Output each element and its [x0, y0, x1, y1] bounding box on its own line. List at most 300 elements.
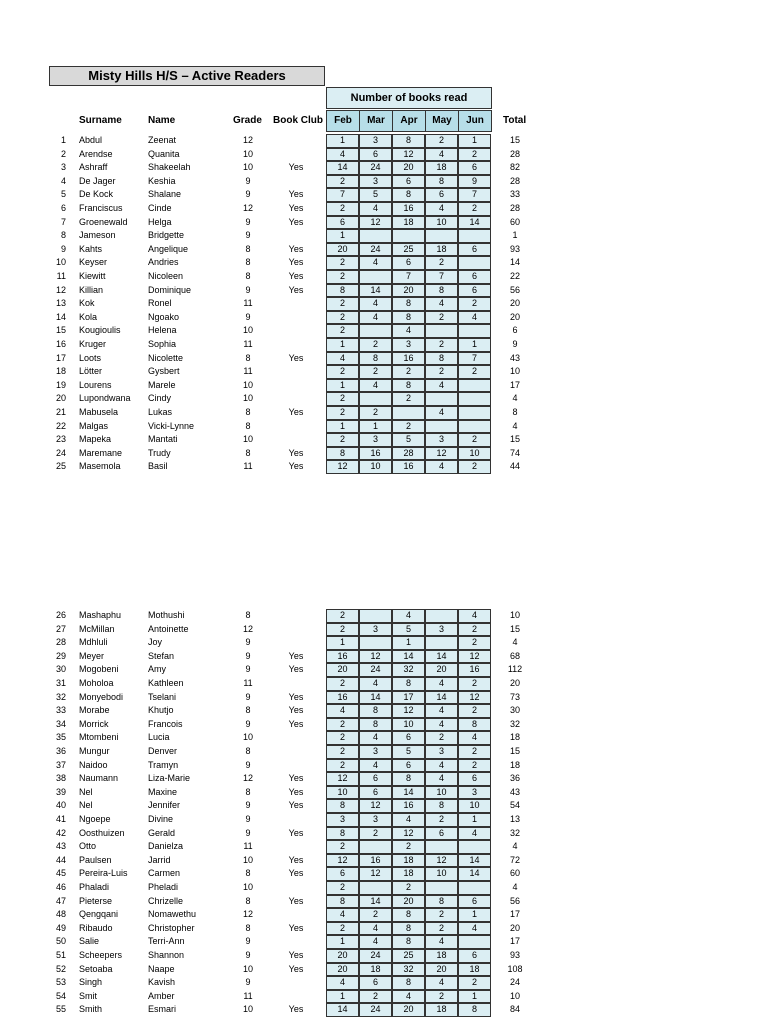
row-number: 5	[60, 189, 66, 200]
book-club-cell: Yes	[288, 963, 304, 974]
books-apr-cell: 5	[405, 434, 411, 445]
books-jun-cell: 18	[469, 963, 480, 974]
books-feb-cell: 12	[337, 461, 348, 472]
books-apr-cell: 6	[405, 759, 411, 770]
books-may-cell: 18	[436, 1004, 447, 1015]
books-feb-cell: 3	[339, 814, 345, 824]
books-feb-cell: 20	[337, 963, 348, 974]
grade-cell: 9	[245, 637, 251, 648]
table-row	[0, 134, 768, 148]
books-may-cell: 4	[438, 298, 444, 309]
total-cell: 44	[509, 461, 520, 472]
total-cell: 15	[509, 434, 520, 445]
books-feb-cell: 2	[339, 882, 345, 892]
books-jun-cell: 2	[471, 746, 477, 756]
table-row	[0, 216, 768, 230]
books-feb-cell: 2	[339, 623, 345, 634]
books-apr-cell: 3	[405, 339, 411, 349]
row-number: 11	[56, 271, 66, 281]
row-number: 55	[55, 1004, 66, 1015]
books-apr-cell: 8	[405, 922, 411, 933]
row-number: 4	[60, 175, 66, 186]
grade-cell: 10	[242, 379, 253, 390]
name-cell: Angelique	[148, 243, 189, 254]
row-number: 8	[60, 230, 66, 241]
total-cell: 18	[509, 759, 520, 770]
books-feb-cell: 8	[339, 284, 345, 295]
surname-cell: Ribaudo	[79, 922, 113, 933]
grade-cell: 8	[245, 746, 251, 756]
sheet-title: Misty Hills H/S – Active Readers	[49, 66, 325, 86]
books-feb-cell: 16	[337, 650, 348, 661]
name-cell: Basil	[148, 461, 168, 472]
row-number: 27	[55, 623, 66, 634]
row-number: 52	[55, 963, 66, 974]
books-may-cell: 10	[436, 786, 447, 797]
table-row	[0, 650, 768, 664]
name-cell: Christopher	[148, 922, 195, 933]
books-feb-cell: 2	[339, 366, 345, 377]
surname-cell: Kougioulis	[79, 325, 121, 336]
grade-cell: 11	[243, 366, 253, 377]
book-club-cell: Yes	[288, 691, 304, 702]
books-jun-cell: 6	[471, 271, 477, 281]
table-row	[0, 813, 768, 827]
books-mar-cell: 16	[370, 447, 381, 458]
books-jun-cell: 4	[471, 732, 477, 743]
books-apr-cell: 14	[403, 786, 414, 797]
grade-cell: 10	[242, 162, 253, 173]
surname-cell: Setoaba	[79, 963, 113, 974]
surname-cell: Kruger	[79, 339, 107, 349]
books-feb-cell: 12	[337, 773, 348, 784]
total-cell: 8	[512, 407, 518, 417]
books-apr-cell: 14	[403, 650, 414, 661]
surname-cell: Kola	[79, 311, 98, 322]
table-row	[0, 827, 768, 841]
name-cell: Bridgette	[148, 230, 185, 241]
name-cell: Amy	[148, 664, 166, 675]
surname-cell: Salie	[79, 936, 100, 947]
book-club-cell: Yes	[288, 773, 304, 784]
row-number: 48	[55, 909, 66, 920]
grade-cell: 9	[245, 977, 251, 988]
books-feb-cell: 8	[339, 827, 345, 838]
column-header-surname: Surname	[79, 115, 122, 126]
grade-cell: 9	[245, 284, 251, 295]
row-number: 54	[55, 990, 66, 1001]
books-jun-cell: 1	[471, 135, 477, 145]
name-cell: Nomawethu	[148, 909, 197, 920]
books-feb-cell: 2	[339, 311, 345, 322]
grade-cell: 9	[245, 800, 251, 811]
grade-cell: 8	[245, 352, 251, 363]
surname-cell: Abdul	[79, 135, 103, 145]
total-cell: 10	[509, 366, 520, 377]
grade-cell: 9	[245, 936, 251, 947]
row-number: 9	[60, 243, 66, 254]
table-row	[0, 704, 768, 718]
books-apr-cell: 16	[403, 461, 414, 472]
table-row	[0, 352, 768, 366]
books-feb-cell: 2	[339, 203, 345, 213]
surname-cell: Scheepers	[79, 950, 123, 960]
books-apr-cell: 12	[403, 705, 414, 716]
total-cell: 17	[509, 379, 520, 390]
books-apr-cell: 32	[403, 664, 414, 675]
books-jun-cell: 2	[471, 759, 477, 770]
books-apr-cell: 4	[405, 990, 411, 1001]
book-club-cell: Yes	[288, 407, 304, 417]
books-may-cell: 20	[436, 664, 447, 675]
books-may-cell: 2	[438, 257, 444, 268]
surname-cell: Mapeka	[79, 434, 112, 445]
row-number: 24	[55, 447, 66, 458]
table-row	[0, 1003, 768, 1017]
name-cell: Denver	[148, 746, 178, 756]
book-club-cell: Yes	[288, 162, 304, 173]
book-club-cell: Yes	[288, 284, 304, 295]
books-feb-cell: 1	[339, 420, 345, 431]
books-feb-cell: 1	[339, 230, 345, 241]
book-club-cell: Yes	[288, 650, 304, 661]
books-feb-cell: 1	[339, 990, 345, 1001]
column-header-total: Total	[503, 115, 527, 126]
total-cell: 20	[509, 298, 520, 309]
name-cell: Marele	[148, 379, 176, 390]
books-feb-cell: 2	[339, 434, 345, 445]
table-row	[0, 148, 768, 162]
grade-cell: 8	[245, 868, 251, 879]
books-feb-cell: 8	[339, 895, 345, 906]
table-row	[0, 202, 768, 216]
books-feb-cell: 2	[339, 298, 345, 309]
books-may-cell: 4	[438, 773, 444, 784]
total-cell: 15	[509, 135, 520, 145]
table-row	[0, 718, 768, 732]
grade-cell: 12	[242, 909, 253, 920]
books-mar-cell: 8	[372, 705, 378, 716]
books-feb-cell: 2	[339, 325, 345, 336]
book-club-cell: Yes	[288, 447, 304, 458]
row-number: 7	[60, 216, 66, 227]
total-cell: 22	[509, 271, 520, 281]
books-apr-cell: 12	[403, 827, 414, 838]
row-number: 3	[60, 162, 66, 173]
books-apr-cell: 28	[403, 447, 414, 458]
name-cell: Sophia	[148, 339, 177, 349]
total-cell: 28	[509, 175, 520, 186]
name-cell: Vicki-Lynne	[148, 420, 195, 431]
books-apr-cell: 2	[405, 393, 411, 404]
total-cell: 68	[509, 650, 520, 661]
books-jun-cell: 2	[471, 148, 477, 159]
books-jun-cell: 7	[471, 189, 477, 200]
name-cell: Cindy	[148, 393, 172, 404]
name-cell: Shakeelah	[148, 162, 191, 173]
books-apr-cell: 25	[403, 243, 414, 254]
total-cell: 60	[509, 216, 520, 227]
book-club-cell: Yes	[288, 664, 304, 675]
total-cell: 72	[509, 854, 520, 865]
books-mar-cell: 3	[372, 814, 378, 824]
total-cell: 15	[509, 623, 520, 634]
books-may-cell: 4	[438, 718, 444, 729]
total-cell: 9	[512, 339, 518, 349]
row-number: 37	[55, 759, 66, 770]
books-feb-cell: 12	[337, 854, 348, 865]
books-may-cell: 4	[438, 461, 444, 472]
books-feb-cell: 7	[339, 189, 345, 200]
books-feb-cell: 6	[339, 216, 345, 227]
books-may-cell: 8	[438, 352, 444, 363]
grade-cell: 11	[243, 339, 253, 349]
book-club-cell: Yes	[288, 705, 304, 716]
books-feb-cell: 2	[339, 718, 345, 729]
table-row	[0, 284, 768, 298]
row-number: 21	[55, 407, 66, 417]
table-row	[0, 392, 768, 406]
surname-cell: Oosthuizen	[79, 827, 125, 838]
row-number: 42	[55, 827, 66, 838]
row-number: 47	[55, 895, 66, 906]
total-cell: 17	[509, 936, 520, 947]
books-mar-cell: 3	[372, 135, 378, 145]
books-mar-cell: 12	[370, 800, 381, 811]
books-may-cell: 2	[438, 814, 444, 824]
books-feb-cell: 2	[339, 922, 345, 933]
column-header-jun: Jun	[458, 110, 492, 132]
row-number: 38	[55, 773, 66, 784]
total-cell: 74	[509, 447, 520, 458]
book-club-cell: Yes	[288, 352, 304, 363]
books-jun-cell: 7	[471, 352, 477, 363]
total-cell: 15	[509, 746, 520, 756]
grade-cell: 8	[245, 447, 251, 458]
books-may-cell: 3	[438, 434, 444, 445]
book-club-cell: Yes	[288, 895, 304, 906]
books-mar-cell: 3	[372, 623, 378, 634]
books-may-cell: 4	[438, 407, 444, 417]
grade-cell: 12	[242, 135, 253, 145]
table-row	[0, 243, 768, 257]
name-cell: Jarrid	[148, 854, 171, 865]
surname-cell: Monyebodi	[79, 691, 124, 702]
books-jun-cell: 1	[471, 814, 477, 824]
surname-cell: Qengqani	[79, 909, 119, 920]
total-cell: 32	[509, 718, 520, 729]
books-apr-cell: 7	[405, 271, 411, 281]
grade-cell: 9	[245, 759, 251, 770]
books-jun-cell: 1	[471, 990, 477, 1001]
book-club-cell: Yes	[288, 786, 304, 797]
books-may-cell: 6	[438, 189, 444, 200]
total-cell: 28	[509, 148, 520, 159]
row-number: 25	[55, 461, 66, 472]
table-row	[0, 460, 768, 474]
surname-cell: Moholoa	[79, 678, 114, 688]
surname-cell: Naidoo	[79, 759, 108, 770]
book-club-cell: Yes	[288, 1004, 304, 1015]
books-mar-cell: 4	[372, 936, 378, 947]
row-number: 14	[55, 311, 66, 322]
table-row	[0, 731, 768, 745]
name-cell: Andries	[148, 257, 179, 268]
books-jun-cell: 2	[471, 977, 477, 988]
total-cell: 56	[509, 284, 520, 295]
grade-cell: 9	[245, 216, 251, 227]
grade-cell: 10	[242, 732, 253, 743]
surname-cell: Singh	[79, 977, 103, 988]
books-feb-cell: 1	[339, 379, 345, 390]
books-jun-cell: 14	[469, 854, 480, 865]
name-cell: Mantati	[148, 434, 178, 445]
surname-cell: Morrick	[79, 718, 109, 729]
books-mar-cell: 16	[370, 854, 381, 865]
books-may-cell: 3	[438, 623, 444, 634]
total-cell: 4	[512, 420, 518, 431]
surname-cell: Kok	[79, 298, 95, 309]
grade-cell: 10	[242, 1004, 253, 1015]
books-mar-cell: 24	[370, 1004, 381, 1015]
books-mar-cell: 6	[372, 148, 378, 159]
books-may-cell: 8	[438, 284, 444, 295]
books-mar-cell: 6	[372, 786, 378, 797]
books-mar-cell: 18	[370, 963, 381, 974]
books-jun-cell: 6	[471, 243, 477, 254]
book-club-cell: Yes	[288, 189, 304, 200]
books-apr-cell: 16	[403, 352, 414, 363]
books-mar-cell: 4	[372, 678, 378, 688]
table-row	[0, 663, 768, 677]
table-row	[0, 229, 768, 243]
books-read-group-header: Number of books read	[326, 87, 492, 109]
table-row	[0, 297, 768, 311]
table-row	[0, 406, 768, 420]
surname-cell: Arendse	[79, 148, 113, 159]
books-jun-cell: 14	[469, 868, 480, 879]
surname-cell: Lourens	[79, 379, 112, 390]
row-number: 20	[55, 393, 66, 404]
total-cell: 4	[512, 882, 518, 892]
table-row	[0, 840, 768, 854]
books-feb-cell: 2	[339, 271, 345, 281]
total-cell: 20	[509, 678, 520, 688]
books-may-cell: 8	[438, 800, 444, 811]
row-number: 31	[55, 678, 66, 688]
books-mar-cell: 2	[372, 407, 378, 417]
books-apr-cell: 5	[405, 623, 411, 634]
table-row	[0, 365, 768, 379]
row-number: 12	[55, 284, 66, 295]
books-may-cell: 4	[438, 678, 444, 688]
table-row	[0, 759, 768, 773]
name-cell: Terri-Ann	[148, 936, 185, 947]
total-cell: 56	[509, 895, 520, 906]
books-mar-cell: 4	[372, 922, 378, 933]
grade-cell: 12	[242, 203, 253, 213]
name-cell: Mothushi	[148, 610, 185, 620]
name-cell: Chrizelle	[148, 895, 184, 906]
surname-cell: Keyser	[79, 257, 108, 268]
books-mar-cell: 2	[372, 827, 378, 838]
name-cell: Stefan	[148, 650, 175, 661]
table-row	[0, 433, 768, 447]
books-feb-cell: 2	[339, 746, 345, 756]
books-feb-cell: 20	[337, 243, 348, 254]
books-feb-cell: 4	[339, 148, 345, 159]
books-feb-cell: 8	[339, 447, 345, 458]
surname-cell: McMillan	[79, 623, 115, 634]
books-mar-cell: 14	[370, 691, 381, 702]
grade-cell: 8	[245, 420, 251, 431]
total-cell: 108	[507, 963, 523, 974]
grade-cell: 8	[245, 407, 251, 417]
books-feb-cell: 8	[339, 800, 345, 811]
grade-cell: 10	[242, 963, 253, 974]
books-may-cell: 4	[438, 977, 444, 988]
surname-cell: Smit	[79, 990, 97, 1001]
row-number: 39	[55, 786, 66, 797]
surname-cell: Masemola	[79, 461, 121, 472]
table-row	[0, 786, 768, 800]
books-jun-cell: 2	[471, 705, 477, 716]
total-cell: 4	[512, 393, 518, 404]
books-mar-cell: 2	[372, 990, 378, 1001]
books-mar-cell: 1	[372, 420, 378, 431]
name-cell: Liza-Marie	[148, 773, 191, 784]
books-feb-cell: 20	[337, 664, 348, 675]
books-jun-cell: 4	[471, 311, 477, 322]
books-feb-cell: 6	[339, 868, 345, 879]
books-feb-cell: 2	[339, 759, 345, 770]
books-may-cell: 2	[438, 366, 444, 377]
books-mar-cell: 5	[372, 189, 378, 200]
table-row	[0, 854, 768, 868]
row-number: 30	[55, 664, 66, 675]
book-club-cell: Yes	[288, 243, 304, 254]
books-jun-cell: 6	[471, 950, 477, 960]
name-cell: Helga	[148, 216, 172, 227]
table-row	[0, 188, 768, 202]
books-mar-cell: 6	[372, 773, 378, 784]
surname-cell: Naumann	[79, 773, 119, 784]
books-feb-cell: 1	[339, 936, 345, 947]
grade-cell: 9	[245, 827, 251, 838]
table-row	[0, 949, 768, 963]
books-mar-cell: 2	[372, 339, 378, 349]
table-row	[0, 447, 768, 461]
name-cell: Kavish	[148, 977, 176, 988]
name-cell: Tramyn	[148, 759, 179, 770]
table-row	[0, 270, 768, 284]
books-feb-cell: 2	[339, 678, 345, 688]
books-apr-cell: 18	[403, 216, 414, 227]
books-mar-cell: 3	[372, 746, 378, 756]
total-cell: 112	[507, 664, 523, 675]
books-may-cell: 8	[438, 895, 444, 906]
books-apr-cell: 20	[403, 284, 414, 295]
surname-cell: Maremane	[79, 447, 123, 458]
books-jun-cell: 8	[471, 718, 477, 729]
book-club-cell: Yes	[288, 271, 304, 281]
books-apr-cell: 8	[405, 379, 411, 390]
books-apr-cell: 20	[403, 895, 414, 906]
total-cell: 10	[509, 990, 520, 1001]
books-apr-cell: 2	[405, 366, 411, 377]
books-feb-cell: 1	[339, 637, 345, 648]
row-number: 26	[55, 610, 66, 620]
